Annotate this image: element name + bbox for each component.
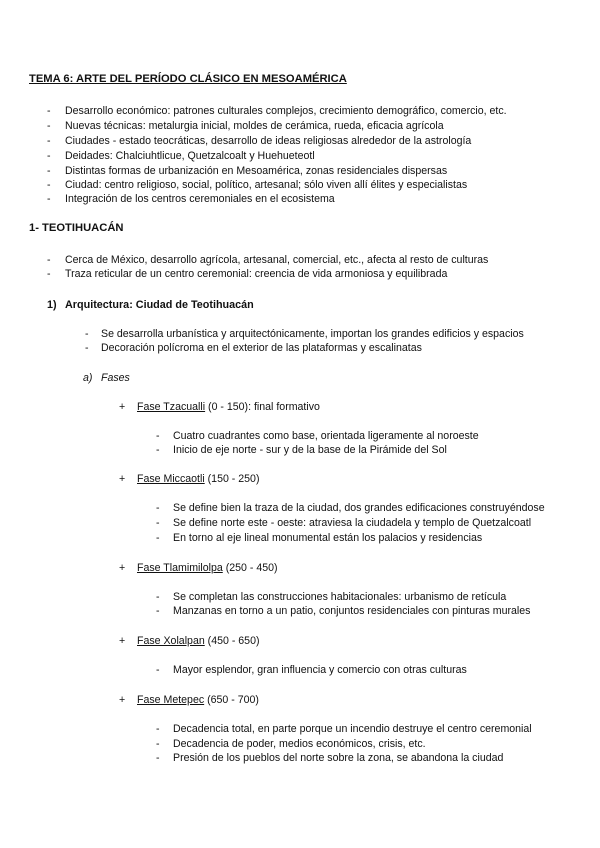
list-item: Ciudad: centro religioso, social, político, artesanal; sólo viven allí élites y especialistas: [65, 179, 468, 191]
bullet-marker: -: [47, 268, 51, 280]
phase-name: Fase Xolalpan: [137, 635, 205, 647]
bullet-marker: -: [47, 254, 51, 266]
list-item: Presión de los pueblos del norte sobre la zona, se abandona la ciudad: [173, 752, 504, 764]
subsubsection-letter: a): [83, 372, 93, 384]
bullet-marker: -: [156, 752, 160, 764]
bullet-marker: -: [156, 723, 160, 735]
phase-title: [137, 635, 260, 648]
list-item: En torno al eje lineal monumental están los palacios y residencias: [173, 532, 483, 544]
list-item: Cuatro cuadrantes como base, orientada ligeramente al noroeste: [173, 430, 479, 442]
list-item: Se define norte este - oeste: atraviesa la ciudadela y templo de Quetzalcoatl: [173, 517, 532, 529]
list-item: Decadencia de poder, medios económicos, crisis, etc.: [173, 738, 426, 750]
phase-name: Fase Metepec: [137, 694, 205, 706]
page-title: TEMA 6: ARTE DEL PERÍODO CLÁSICO EN MESOAMÉRICA: [29, 73, 347, 85]
plus-bullet-marker: +: [119, 401, 126, 413]
phase-name: Fase Tzacualli: [137, 401, 206, 413]
phase-range: (650 - 700): [204, 694, 259, 706]
plus-bullet-marker: +: [119, 473, 126, 485]
list-item: Mayor esplendor, gran influencia y comercio con otras culturas: [173, 664, 467, 676]
bullet-marker: -: [156, 430, 160, 442]
phase-range: (450 - 650): [204, 635, 260, 647]
list-item: Distintas formas de urbanización en Mesoamérica, zonas residenciales dispersas: [65, 165, 448, 177]
subsection-heading: Arquitectura: Ciudad de Teotihuacán: [65, 299, 254, 311]
phase-title: [137, 473, 259, 486]
section-heading: 1- TEOTIHUACÁN: [29, 222, 124, 234]
plus-bullet-marker: +: [119, 562, 126, 574]
list-item: Decadencia total, en parte porque un incendio destruye el centro ceremonial: [173, 723, 532, 735]
bullet-marker: -: [156, 738, 160, 750]
phase-name: Fase Miccaotli: [137, 473, 205, 485]
phase-title: [137, 401, 320, 414]
bullet-marker: -: [47, 105, 51, 117]
bullet-marker: -: [85, 342, 89, 354]
list-item: Manzanas en torno a un patio, conjuntos residenciales con pinturas murales: [173, 605, 531, 617]
bullet-marker: -: [156, 664, 160, 676]
list-item: Inicio de eje norte - sur y de la base de la Pirámide del Sol: [173, 444, 447, 456]
list-item: Cerca de México, desarrollo agrícola, artesanal, comercial, etc., afecta al resto de culturas: [65, 254, 489, 266]
bullet-marker: -: [156, 605, 160, 617]
plus-bullet-marker: +: [119, 694, 126, 706]
phase-title: [137, 694, 259, 707]
phase-range: (150 - 250): [204, 473, 260, 485]
bullet-marker: -: [156, 532, 160, 544]
subsubsection-heading: Fases: [101, 372, 130, 384]
bullet-marker: -: [156, 517, 160, 529]
bullet-marker: -: [85, 328, 89, 340]
list-item: Integración de los centros ceremoniales en el ecosistema: [65, 193, 335, 205]
list-item: Decoración polícroma en el exterior de las plataformas y escalinatas: [101, 342, 422, 354]
list-item: Se define bien la traza de la ciudad, dos grandes edificaciones construyéndose: [173, 502, 545, 514]
bullet-marker: -: [47, 120, 51, 132]
bullet-marker: -: [156, 502, 160, 514]
list-item: Se completan las construcciones habitacionales: urbanismo de retícula: [173, 591, 507, 603]
phase-range: (250 - 450): [222, 562, 278, 574]
list-item: Traza reticular de un centro ceremonial: creencia de vida armoniosa y equilibrada: [65, 268, 448, 280]
bullet-marker: -: [47, 135, 51, 147]
phase-title: [137, 562, 278, 575]
bullet-marker: -: [156, 591, 160, 603]
bullet-marker: -: [47, 179, 51, 191]
list-item: Desarrollo económico: patrones culturales complejos, crecimiento demográfico, comercio, etc.: [65, 105, 507, 117]
bullet-marker: -: [47, 193, 51, 205]
list-item: Se desarrolla urbanística y arquitectónicamente, importan los grandes edificios y espacios: [101, 328, 524, 340]
bullet-marker: -: [156, 444, 160, 456]
subsection-number: 1): [47, 299, 57, 311]
list-item: Deidades: Chalciuhtlicue, Quetzalcoalt y Huehueteotl: [65, 150, 315, 162]
list-item: Nuevas técnicas: metalurgia inicial, moldes de cerámica, rueda, eficacia agrícola: [65, 120, 444, 132]
phase-name: Fase Tlamimilolpa: [137, 562, 223, 574]
plus-bullet-marker: +: [119, 635, 126, 647]
bullet-marker: -: [47, 150, 51, 162]
bullet-marker: -: [47, 165, 51, 177]
list-item: Ciudades - estado teocráticas, desarrollo de ideas religiosas alrededor de la astrología: [65, 135, 472, 147]
phase-range: (0 - 150): final formativo: [205, 401, 320, 413]
